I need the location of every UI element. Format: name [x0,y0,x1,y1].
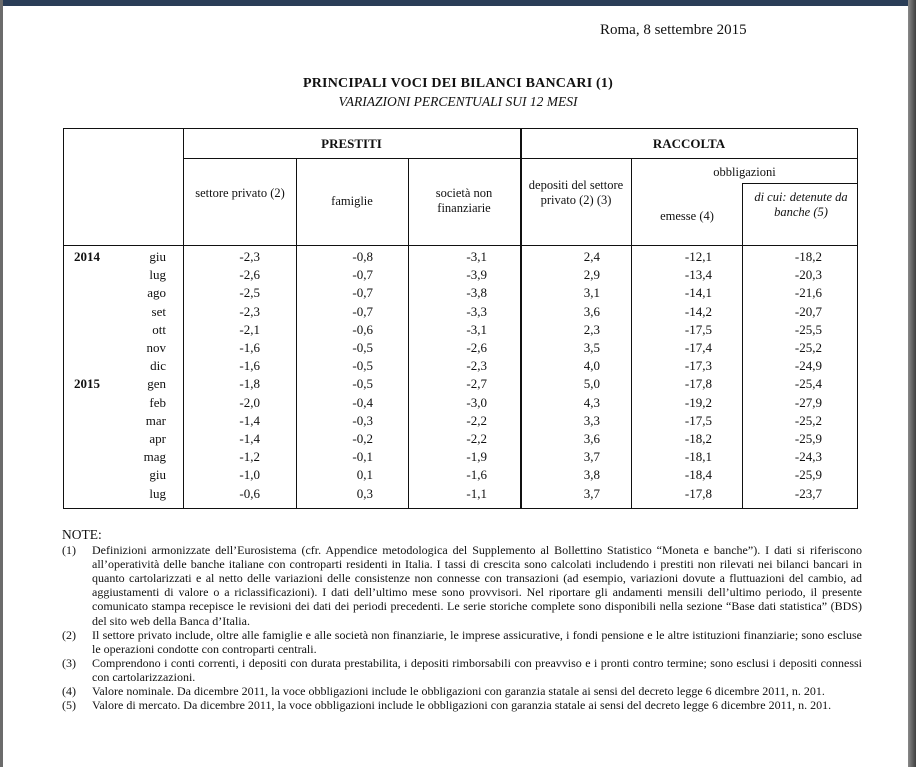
table-cell: -0,3 [352,412,373,428]
table-cell: -1,6 [466,467,487,483]
row-month: dic [150,358,166,374]
table-cell: -0,5 [352,358,373,374]
table-cell: -20,3 [794,267,822,283]
table-cell: -12,1 [684,249,712,264]
header-emesse: emesse (4) [660,209,714,223]
table-cell: -3,3 [466,303,487,319]
table-hline [742,183,858,184]
table-cell: -19,2 [684,394,712,410]
row-month: ago [147,285,166,301]
table-cell: -18,2 [684,431,712,446]
table-cell: -3,1 [466,249,487,264]
note-item [62,698,862,712]
row-year: 2014 [74,249,100,264]
table-cell: 0,3 [356,485,373,501]
table-cell: -2,6 [466,340,487,355]
row-month: giu [149,249,166,264]
header-di-cui: di cui: detenute da banche (5) [754,190,848,219]
table-cell: -2,7 [466,376,487,392]
notes-section [62,528,862,712]
table-cell: 0,1 [356,467,373,483]
table-cell: -25,2 [794,412,822,428]
row-month: set [151,303,166,319]
header-depositi: depositi del settore privato (2) (3) [528,178,624,207]
table-cell: 5,0 [583,376,600,392]
row-month: gen [147,376,166,392]
row-month: mar [145,412,166,428]
note-text: Definizioni armonizzate dell’Eurosistema (cfr. Appendice metodologica del Supplemento al Bollettino Statistico “Moneta e banche”). I dati si riferiscono all’operatività delle banche italiane con controparti residenti in Italia. I tassi di crescita sono calcolati includendo i prestiti non rilevati nei bilanci bancari in quanto cartolarizzati e al netto delle variazioni delle consistenze non connesse con transazioni (ad esempio, variazioni dovute a fluttuazioni del cambio, ad aggiustamenti di valore o a riclassificazioni). I dati dell’ultimo mese sono provvisori. Nel riportare gli andamenti mensili dell’ultimo periodo, il presente comunicato stampa recepisce le revisioni dei dati dei periodi precedenti. Le serie storiche complete sono disponibili nella sezione “Base dati statistica” (BDS) del sito web della Banca d’Italia. [92,543,862,628]
table-cell: -0,1 [352,449,373,465]
table-cell: -2,3 [239,303,260,319]
table-cell: -14,2 [684,303,712,319]
table-cell: -0,7 [352,303,373,319]
table-cell: -0,7 [352,285,373,301]
table-cell: -3,0 [466,394,487,410]
table-subtitle: VARIAZIONI PERCENTUALI SUI 12 MESI [338,94,578,109]
note-number: (1) [62,543,76,558]
table-cell: -1,9 [466,449,487,465]
table-cell: -3,1 [466,321,487,337]
table-cell: -24,3 [794,449,822,465]
header-prestiti: PRESTITI [321,136,382,151]
table-cell: -18,4 [684,467,712,483]
note-number: (4) [62,684,76,699]
table-cell: -2,5 [239,285,260,301]
table-cell: -0,4 [352,394,373,410]
table-vline [520,128,522,509]
table-cell: -2,0 [239,394,260,410]
table-cell: -24,9 [794,358,822,374]
table-hline [183,158,858,159]
table-cell: -2,6 [239,267,260,283]
table-cell: -18,2 [794,249,822,264]
table-title: PRINCIPALI VOCI DEI BILANCI BANCARI (1) [303,76,613,91]
table-cell: -25,9 [794,431,822,446]
page-left-edge [0,0,3,767]
table-cell: -17,5 [684,412,712,428]
table-cell: 3,3 [583,412,600,428]
table-hline [63,245,858,246]
table-cell: -27,9 [794,394,822,410]
table-cell: 4,3 [583,394,600,410]
notes-title: NOTE: [62,527,102,542]
table-cell: -21,6 [794,285,822,301]
table-cell: 3,8 [583,467,600,483]
table-cell: -25,4 [794,376,822,392]
table-cell: -1,4 [239,412,260,428]
table-cell: -2,3 [239,249,260,264]
row-year: 2015 [74,376,100,392]
table-cell: -2,2 [466,412,487,428]
table-cell: -1,6 [239,340,260,355]
table-cell: -1,8 [239,376,260,392]
row-month: apr [149,431,166,446]
row-month: lug [149,267,166,283]
table-cell: -1,4 [239,431,260,446]
table-cell: -2,1 [239,321,260,337]
table-cell: 2,9 [583,267,600,283]
note-item [62,656,862,684]
row-month: feb [149,394,166,410]
table-cell: -17,8 [684,485,712,501]
table-cell: -17,8 [684,376,712,392]
note-text: Il settore privato include, oltre alle famiglie e alle società non finanziarie, le imprese assicurative, i fondi pensione e le altre istituzioni finanziarie; sono escluse le operazioni condotte con controparti centrali. [92,627,862,656]
table-cell: -17,4 [684,340,712,355]
document-date: Roma, 8 settembre 2015 [600,22,747,38]
note-item [62,628,862,656]
table-cell: -3,8 [466,285,487,301]
header-obbligazioni: obbligazioni [713,165,776,179]
table-cell: -1,1 [466,485,487,501]
table-cell: -3,9 [466,267,487,283]
table-cell: 3,5 [583,340,600,355]
table-cell: 3,1 [583,285,600,301]
table-cell: -25,9 [794,467,822,483]
table-cell: 2,4 [583,249,600,264]
note-text: Valore nominale. Da dicembre 2011, la voce obbligazioni include le obbligazioni con garanzia statale ai sensi del decreto legge 6 dicembre 2011, n. 201. [92,684,825,699]
header-settore-privato: settore privato (2) [195,186,285,200]
table-cell: 3,7 [583,485,600,501]
table-cell: -2,2 [466,431,487,446]
table-cell: -1,0 [239,467,260,483]
table-cell: -2,3 [466,358,487,374]
note-text: Comprendono i conti correnti, i depositi con durata prestabilita, i depositi rimborsabili con preavviso e i pronti contro termine; sono esclusi i depositi connessi con cartolarizzazioni. [92,655,862,684]
table-cell: 3,7 [583,449,600,465]
table-vline [183,128,184,509]
header-raccolta: RACCOLTA [652,136,726,151]
table-cell: -0,7 [352,267,373,283]
note-text: Valore di mercato. Da dicembre 2011, la voce obbligazioni include le obbligazioni con garanzia statale ai sensi del decreto legge 6 dicembre 2011, n. 201. [92,698,832,713]
table-cell: -1,6 [239,358,260,374]
row-month: lug [149,485,166,501]
window-top-bar [0,0,916,6]
table-cell: -25,5 [794,321,822,337]
table-cell: -23,7 [794,485,822,501]
table-cell: 4,0 [583,358,600,374]
note-number: (5) [62,698,76,713]
table-cell: -17,3 [684,358,712,374]
header-famiglie: famiglie [331,194,373,208]
table-cell: -0,5 [352,340,373,355]
table-cell: -25,2 [794,340,822,355]
table-vline [742,183,743,509]
note-item [62,543,862,628]
notes-list [62,543,862,712]
table-cell: -20,7 [794,303,822,319]
table-vline [408,158,409,509]
table-cell: 3,6 [583,431,600,446]
note-number: (3) [62,655,76,670]
table-cell: -0,2 [352,431,373,446]
table-cell: -0,6 [352,321,373,337]
table-cell: -13,4 [684,267,712,283]
table-cell: -0,8 [352,249,373,264]
table-cell: -18,1 [684,449,712,465]
table-cell: -17,5 [684,321,712,337]
note-item [62,684,862,698]
note-number: (2) [62,627,76,642]
table-vline [631,158,632,509]
table-vline [296,158,297,509]
table-cell: 3,6 [583,303,600,319]
row-month: ott [152,321,166,337]
table-cell: 2,3 [583,321,600,337]
table-cell: -0,6 [239,485,260,501]
header-societa: società non finanziarie [435,186,493,215]
row-month: giu [149,467,166,483]
page-right-edge [908,0,916,767]
table-cell: -14,1 [684,285,712,301]
table-cell: -1,2 [239,449,260,465]
table-cell: -0,5 [352,376,373,392]
row-month: mag [143,449,166,465]
row-month: nov [146,340,166,355]
